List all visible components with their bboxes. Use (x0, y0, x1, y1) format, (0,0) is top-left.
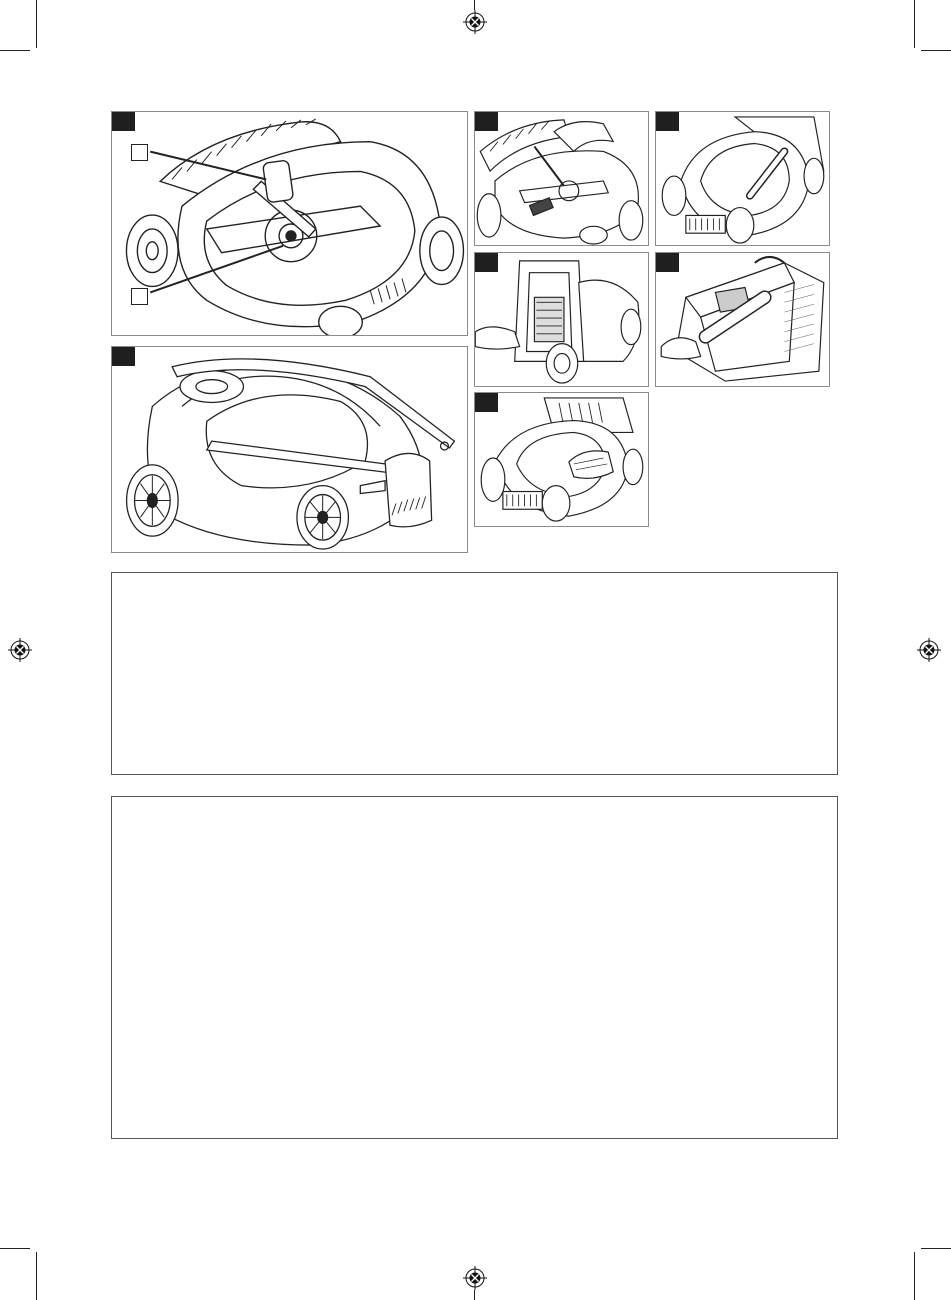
crop-mark-top-left-v (36, 0, 37, 48)
figure-brush-grass-box (655, 252, 830, 387)
registration-mark-left (8, 638, 32, 662)
text-box-bottom (111, 796, 838, 1139)
figure-brush-blade-area (474, 111, 649, 246)
clean-underside-illustration (475, 253, 648, 386)
text-box-top (111, 572, 838, 775)
figure-mower-underside (111, 111, 468, 336)
figure-brush-mower-top (655, 111, 830, 246)
figure-mower-folded-handle (111, 346, 468, 553)
grass-box-illustration (656, 253, 829, 386)
crop-mark-top-right-v (914, 0, 915, 48)
figure-number-tag (112, 347, 135, 366)
figure-number-tag (656, 253, 679, 272)
crop-mark-bottom-center-v (474, 1290, 475, 1300)
figure-number-tag (656, 112, 679, 131)
figure-clean-underside (474, 252, 649, 387)
crop-mark-top-right-h (921, 50, 951, 51)
figure-number-tag (475, 393, 498, 412)
registration-mark-top (463, 10, 487, 34)
brush-top-illustration (656, 112, 829, 245)
crop-mark-top-left-h (0, 50, 30, 51)
registration-mark-right (917, 638, 941, 662)
registration-mark-bottom (463, 1266, 487, 1290)
crop-mark-bottom-left-v (36, 1252, 37, 1300)
wipe-cloth-illustration (475, 393, 648, 526)
brush-blade-illustration (475, 112, 648, 245)
crop-mark-top-center-v (474, 0, 475, 10)
figure-number-tag (475, 253, 498, 272)
figure-number-tag (475, 112, 498, 131)
crop-mark-bottom-right-v (914, 1252, 915, 1300)
callout-box-upper (131, 144, 148, 161)
mower-underside-illustration (112, 112, 467, 335)
callout-box-lower (131, 288, 148, 305)
folded-handle-illustration (112, 347, 467, 552)
crop-mark-bottom-right-h (921, 1248, 951, 1249)
crop-mark-bottom-left-h (0, 1248, 30, 1249)
figure-wipe-with-cloth (474, 392, 649, 527)
figure-number-tag (112, 112, 135, 131)
